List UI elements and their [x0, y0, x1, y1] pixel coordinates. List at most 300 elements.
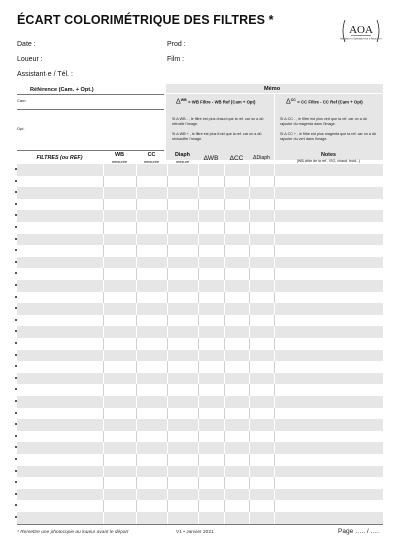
- column-divider: [249, 257, 250, 269]
- column-divider: [249, 222, 250, 234]
- footer-version: V1 • Janvier 2021: [176, 530, 214, 535]
- column-divider: [274, 512, 275, 524]
- table-row[interactable]: [17, 338, 383, 350]
- table-row[interactable]: [17, 361, 383, 373]
- column-divider: [198, 245, 199, 257]
- column-divider: [136, 466, 137, 478]
- table-row[interactable]: [17, 477, 383, 489]
- column-divider: [198, 466, 199, 478]
- column-divider: [136, 419, 137, 431]
- table-row[interactable]: [17, 187, 383, 199]
- column-divider: [274, 373, 275, 385]
- column-divider: [224, 164, 225, 176]
- column-divider: [274, 361, 275, 373]
- column-divider: [136, 257, 137, 269]
- row-bullet-icon: [15, 458, 17, 460]
- column-divider: [167, 210, 168, 222]
- column-divider: [224, 303, 225, 315]
- column-divider: [224, 419, 225, 431]
- prod-label: Prod :: [167, 41, 186, 48]
- col-cc: CC: [147, 152, 156, 158]
- col-wb: WB: [115, 152, 124, 158]
- column-divider: [249, 315, 250, 327]
- row-bullet-icon: [15, 354, 17, 356]
- column-divider: [249, 442, 250, 454]
- column-divider: [274, 315, 275, 327]
- column-divider: [274, 176, 275, 188]
- row-bullet-icon: [15, 412, 17, 414]
- column-divider: [136, 234, 137, 246]
- column-divider: [198, 222, 199, 234]
- column-divider: [136, 222, 137, 234]
- column-divider: [224, 489, 225, 501]
- row-bullet-icon: [15, 365, 17, 367]
- column-divider: [103, 234, 104, 246]
- column-divider: [103, 326, 104, 338]
- svg-text:AOA: AOA: [349, 24, 373, 36]
- column-divider: [224, 408, 225, 420]
- column-divider: [103, 210, 104, 222]
- column-divider: [198, 477, 199, 489]
- column-divider: [224, 187, 225, 199]
- column-divider: [136, 326, 137, 338]
- column-divider: [224, 442, 225, 454]
- table-row[interactable]: [17, 396, 383, 408]
- memo-cc-plus: Si Δ CC + , le filtre est plus magenta que la ref. car on a dû rajouter du vert dans l'image.: [280, 132, 377, 141]
- column-divider: [249, 234, 250, 246]
- column-divider: [167, 477, 168, 489]
- table-row[interactable]: [17, 408, 383, 420]
- column-divider: [249, 338, 250, 350]
- table-row[interactable]: [17, 210, 383, 222]
- column-divider: [249, 489, 250, 501]
- column-divider: [136, 350, 137, 362]
- row-bullet-icon: [15, 470, 17, 472]
- column-divider: [249, 199, 250, 211]
- table-row[interactable]: [17, 431, 383, 443]
- column-divider: [136, 315, 137, 327]
- column-divider: [167, 303, 168, 315]
- row-bullet-icon: [15, 481, 17, 483]
- column-divider: [103, 268, 104, 280]
- column-divider: [249, 454, 250, 466]
- column-divider: [249, 187, 250, 199]
- column-divider: [249, 292, 250, 304]
- column-divider: [274, 303, 275, 315]
- table-row[interactable]: [17, 512, 383, 524]
- row-bullet-icon: [15, 435, 17, 437]
- column-divider: [136, 280, 137, 292]
- column-divider: [136, 477, 137, 489]
- column-divider: [103, 222, 104, 234]
- column-divider: [249, 176, 250, 188]
- column-divider: [274, 268, 275, 280]
- column-divider: [167, 176, 168, 188]
- column-divider: [167, 361, 168, 373]
- row-bullet-icon: [15, 226, 17, 228]
- row-bullet-icon: [15, 296, 17, 298]
- column-divider: [103, 315, 104, 327]
- column-divider: [224, 222, 225, 234]
- column-divider: [136, 210, 137, 222]
- row-bullet-icon: [15, 261, 17, 263]
- column-divider: [274, 466, 275, 478]
- column-divider: [274, 280, 275, 292]
- column-divider: [103, 442, 104, 454]
- column-divider: [103, 408, 104, 420]
- col-diaph-sub: mesuré: [175, 159, 190, 164]
- memo-wb-formula: $\Delta^{WB}$ = WB Filtre - WB Ref (Cam + Opt): [176, 98, 256, 106]
- column-divider: [167, 234, 168, 246]
- page-title: ÉCART COLORIMÉTRIQUE DES FILTRES *: [17, 13, 274, 27]
- column-divider: [167, 384, 168, 396]
- column-divider: [274, 199, 275, 211]
- column-divider: [198, 326, 199, 338]
- table-row[interactable]: [17, 384, 383, 396]
- row-bullet-icon: [15, 238, 17, 240]
- column-divider: [103, 396, 104, 408]
- column-divider: [249, 210, 250, 222]
- date-label: Date :: [17, 41, 36, 48]
- svg-text:Assistant·e·s Opérateur·rice·s: Assistant·e·s Opérateur·rice·s Associé·e·s: [340, 38, 382, 41]
- row-bullet-icon: [15, 214, 17, 216]
- column-divider: [198, 454, 199, 466]
- column-divider: [103, 292, 104, 304]
- row-bullet-icon: [15, 203, 17, 205]
- column-divider: [274, 292, 275, 304]
- column-divider: [136, 292, 137, 304]
- table-row[interactable]: [17, 292, 383, 304]
- column-divider: [224, 350, 225, 362]
- table-row[interactable]: [17, 500, 383, 512]
- table-row[interactable]: [17, 222, 383, 234]
- reference-opt-label: Opt.: [17, 126, 25, 131]
- row-bullet-icon: [15, 284, 17, 286]
- column-divider: [103, 466, 104, 478]
- column-divider: [167, 187, 168, 199]
- column-divider: [224, 315, 225, 327]
- column-divider: [224, 338, 225, 350]
- memo-title: Mémo: [264, 86, 281, 92]
- film-label: Film :: [167, 56, 185, 63]
- column-divider: [198, 234, 199, 246]
- column-divider: [103, 280, 104, 292]
- col-wb-sub: mesurée: [111, 159, 128, 164]
- column-divider: [167, 280, 168, 292]
- column-divider: [198, 361, 199, 373]
- column-divider: [224, 234, 225, 246]
- column-divider: [274, 187, 275, 199]
- assistant-label: Assistant·e / Tél. :: [17, 71, 73, 78]
- row-bullet-icon: [15, 330, 17, 332]
- row-bullet-icon: [15, 516, 17, 518]
- row-bullet-icon: [15, 180, 17, 182]
- column-divider: [198, 257, 199, 269]
- reference-title: Référence (Cam. + Opt.): [30, 87, 94, 93]
- column-divider: [249, 512, 250, 524]
- column-divider: [136, 187, 137, 199]
- column-divider: [224, 292, 225, 304]
- column-divider: [136, 408, 137, 420]
- column-divider: [103, 373, 104, 385]
- row-bullet-icon: [15, 168, 17, 170]
- column-divider: [103, 303, 104, 315]
- column-divider: [249, 164, 250, 176]
- column-divider: [136, 338, 137, 350]
- column-divider: [167, 431, 168, 443]
- column-divider: [249, 477, 250, 489]
- column-divider: [198, 500, 199, 512]
- column-divider: [274, 500, 275, 512]
- column-divider: [274, 350, 275, 362]
- column-divider: [136, 442, 137, 454]
- column-divider: [136, 454, 137, 466]
- column-divider: [136, 245, 137, 257]
- column-divider: [167, 222, 168, 234]
- column-divider: [136, 164, 137, 176]
- aoa-logo: [340, 18, 382, 44]
- col-notes: Notes: [321, 152, 336, 158]
- column-divider: [249, 431, 250, 443]
- column-divider: [167, 268, 168, 280]
- column-divider: [249, 280, 250, 292]
- column-divider: [274, 431, 275, 443]
- memo-cc-minus: Si Δ CC - , le filtre est plus vert que la ref. car on a dû rajouter du magenta dans l'image.: [280, 117, 367, 126]
- column-divider: [167, 326, 168, 338]
- column-divider: [274, 222, 275, 234]
- column-divider: [136, 199, 137, 211]
- column-divider: [136, 361, 137, 373]
- column-divider: [224, 373, 225, 385]
- column-divider: [274, 384, 275, 396]
- table-row[interactable]: [17, 199, 383, 211]
- column-divider: [198, 396, 199, 408]
- col-filtres: FILTRES (ou REF): [36, 155, 83, 161]
- column-divider: [167, 512, 168, 524]
- column-divider: [198, 199, 199, 211]
- column-divider: [103, 187, 104, 199]
- column-divider: [103, 338, 104, 350]
- row-bullet-icon: [15, 423, 17, 425]
- column-divider: [167, 338, 168, 350]
- column-divider: [136, 431, 137, 443]
- column-divider: [274, 234, 275, 246]
- column-divider: [249, 245, 250, 257]
- row-bullet-icon: [15, 400, 17, 402]
- table-row[interactable]: [17, 257, 383, 269]
- row-bullet-icon: [15, 493, 17, 495]
- col-cc-sub: mesurée: [143, 159, 160, 164]
- column-divider: [198, 419, 199, 431]
- column-divider: [249, 419, 250, 431]
- column-divider: [136, 303, 137, 315]
- column-divider: [224, 454, 225, 466]
- row-bullet-icon: [15, 388, 17, 390]
- memo-cc-formula: $\Delta^{CC}$ = CC Filtre - CC Ref (Cam + Opt): [286, 98, 363, 106]
- column-divider: [198, 176, 199, 188]
- column-divider: [274, 477, 275, 489]
- memo-split: [274, 93, 275, 160]
- column-divider: [103, 512, 104, 524]
- column-divider: [224, 245, 225, 257]
- column-divider: [198, 338, 199, 350]
- column-divider: [198, 280, 199, 292]
- table-row[interactable]: [17, 303, 383, 315]
- column-divider: [198, 384, 199, 396]
- table-row[interactable]: [17, 268, 383, 280]
- column-divider: [198, 315, 199, 327]
- column-divider: [103, 384, 104, 396]
- column-divider: [103, 176, 104, 188]
- column-divider: [198, 164, 199, 176]
- table-row[interactable]: [17, 280, 383, 292]
- column-divider: [249, 361, 250, 373]
- col-notes-sub: (WB cible de la ref., ISO, chaud, froid...): [296, 159, 361, 163]
- column-divider: [274, 408, 275, 420]
- row-bullet-icon: [15, 272, 17, 274]
- column-divider: [249, 466, 250, 478]
- table-row[interactable]: [17, 176, 383, 188]
- column-divider: [249, 373, 250, 385]
- table-row[interactable]: [17, 315, 383, 327]
- row-bullet-icon: [15, 342, 17, 344]
- column-divider: [224, 176, 225, 188]
- table-row[interactable]: [17, 454, 383, 466]
- filters-table: [17, 164, 383, 524]
- column-divider: [198, 408, 199, 420]
- column-divider: [224, 361, 225, 373]
- column-divider: [274, 210, 275, 222]
- col-delta-diaph: ΔDiaph: [252, 155, 271, 161]
- column-divider: [274, 338, 275, 350]
- column-divider: [136, 176, 137, 188]
- column-divider: [136, 268, 137, 280]
- table-row[interactable]: [17, 350, 383, 362]
- column-divider: [103, 350, 104, 362]
- column-divider: [224, 396, 225, 408]
- row-bullet-icon: [15, 249, 17, 251]
- column-divider: [167, 489, 168, 501]
- column-divider: [167, 164, 168, 176]
- column-divider: [103, 477, 104, 489]
- table-row[interactable]: [17, 466, 383, 478]
- column-divider: [274, 326, 275, 338]
- column-divider: [249, 408, 250, 420]
- column-divider: [224, 326, 225, 338]
- table-row[interactable]: [17, 442, 383, 454]
- column-divider: [136, 512, 137, 524]
- column-divider: [103, 257, 104, 269]
- column-divider: [224, 210, 225, 222]
- column-divider: [224, 280, 225, 292]
- column-divider: [103, 361, 104, 373]
- column-divider: [198, 442, 199, 454]
- column-divider: [167, 396, 168, 408]
- column-divider: [198, 373, 199, 385]
- column-divider: [103, 419, 104, 431]
- reference-cam-label: Cam.: [17, 98, 27, 103]
- column-divider: [224, 477, 225, 489]
- column-divider: [103, 199, 104, 211]
- row-bullet-icon: [15, 307, 17, 309]
- column-divider: [274, 419, 275, 431]
- column-divider: [249, 268, 250, 280]
- table-row[interactable]: [17, 419, 383, 431]
- column-divider: [274, 454, 275, 466]
- footer-page: Page ….. / ….: [338, 528, 379, 535]
- column-divider: [136, 500, 137, 512]
- reference-cam-line: [17, 109, 164, 110]
- column-divider: [224, 257, 225, 269]
- column-divider: [224, 199, 225, 211]
- column-divider: [224, 268, 225, 280]
- col-diaph: Diaph: [175, 152, 190, 158]
- table-row[interactable]: [17, 373, 383, 385]
- column-divider: [136, 396, 137, 408]
- row-bullet-icon: [15, 504, 17, 506]
- column-divider: [224, 512, 225, 524]
- column-divider: [224, 431, 225, 443]
- column-divider: [274, 489, 275, 501]
- loueur-label: Loueur :: [17, 56, 43, 63]
- column-divider: [167, 245, 168, 257]
- column-divider: [274, 257, 275, 269]
- column-divider: [167, 315, 168, 327]
- column-divider: [198, 187, 199, 199]
- column-divider: [249, 396, 250, 408]
- column-divider: [136, 489, 137, 501]
- column-divider: [167, 199, 168, 211]
- column-divider: [103, 454, 104, 466]
- column-divider: [249, 326, 250, 338]
- table-row[interactable]: [17, 245, 383, 257]
- column-divider: [198, 210, 199, 222]
- table-row[interactable]: [17, 326, 383, 338]
- column-divider: [136, 373, 137, 385]
- column-divider: [249, 500, 250, 512]
- column-divider: [224, 384, 225, 396]
- reference-divider: [17, 94, 164, 95]
- footer-note: * Remettre une photocopie au loueur avant le départ: [17, 530, 129, 535]
- column-divider: [249, 384, 250, 396]
- table-row[interactable]: [17, 489, 383, 501]
- column-divider: [249, 350, 250, 362]
- row-bullet-icon: [15, 319, 17, 321]
- column-divider: [167, 373, 168, 385]
- column-divider: [167, 408, 168, 420]
- column-divider: [167, 466, 168, 478]
- column-divider: [103, 245, 104, 257]
- column-divider: [198, 489, 199, 501]
- column-divider: [167, 292, 168, 304]
- row-bullet-icon: [15, 191, 17, 193]
- column-divider: [274, 442, 275, 454]
- column-divider: [167, 454, 168, 466]
- column-divider: [198, 512, 199, 524]
- table-bottom-rule: [17, 524, 383, 525]
- column-divider: [136, 384, 137, 396]
- column-divider: [167, 500, 168, 512]
- column-divider: [224, 466, 225, 478]
- column-divider: [167, 442, 168, 454]
- column-divider: [274, 245, 275, 257]
- col-delta-cc: ΔCC: [229, 155, 244, 162]
- column-divider: [103, 500, 104, 512]
- column-divider: [103, 431, 104, 443]
- table-row[interactable]: [17, 164, 383, 176]
- table-row[interactable]: [17, 234, 383, 246]
- column-divider: [198, 268, 199, 280]
